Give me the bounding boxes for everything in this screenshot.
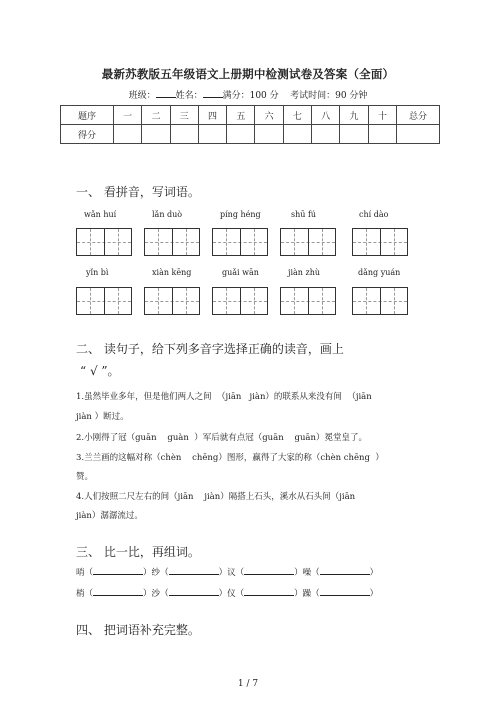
compare-char: 梢 <box>76 589 85 599</box>
table-cell: 得分 <box>61 125 114 144</box>
pinyin-label: xiàn kēng <box>152 268 192 277</box>
sentence-line: 1.虽然毕业多年，但是他们两人之间 （jiān jiàn）的联系从来没有间 （jiān <box>76 392 372 402</box>
section-2-heading-cont: “ √ ”。 <box>80 364 120 378</box>
exam-info <box>0 88 496 101</box>
table-cell: 八 <box>312 106 340 125</box>
writing-grid[interactable] <box>280 287 336 315</box>
compare-row-2: 梢（ ）沙（ ）仪（ ）躁（ ） <box>76 589 379 599</box>
answer-blank[interactable] <box>320 567 370 575</box>
score-label: 满分：100 分 <box>222 91 279 101</box>
sentence-line: 赞。 <box>76 472 94 482</box>
section-2-heading: 二、 读句子，给下列多音字选择正确的读音，画上 <box>76 342 344 356</box>
time-label: 考试时间：90 分钟 <box>290 91 368 101</box>
answer-blank[interactable] <box>244 588 294 596</box>
score-cell[interactable] <box>340 125 368 144</box>
table-cell: 十 <box>368 106 396 125</box>
pinyin-label: jiàn zhù <box>288 268 321 277</box>
answer-blank[interactable] <box>320 588 370 596</box>
pinyin-label: chí dào <box>359 210 389 219</box>
sentence-line: 3.兰兰画的这幅对称（chèn chēng）图形，赢得了大家的称（chèn chēng ） <box>76 453 384 463</box>
table-cell: 九 <box>340 106 368 125</box>
section-1-heading: 一、 看拼音，写词语。 <box>76 185 200 199</box>
pinyin-label: píng héng <box>220 210 261 219</box>
compare-char: 纱 <box>151 568 161 578</box>
compare-char: 噪 <box>302 568 312 578</box>
writing-grid[interactable] <box>212 228 268 256</box>
class-label: 班级： <box>128 91 156 101</box>
score-cell[interactable] <box>368 125 396 144</box>
score-cell[interactable] <box>255 125 283 144</box>
writing-grid[interactable] <box>144 287 200 315</box>
name-blank <box>203 89 223 98</box>
table-cell: 总分 <box>397 106 440 125</box>
score-cell[interactable] <box>198 125 226 144</box>
section-4-heading: 四、 把词语补充完整。 <box>76 623 200 637</box>
writing-grid[interactable] <box>76 287 132 315</box>
table-cell: 题序 <box>61 106 114 125</box>
writing-grid[interactable] <box>352 228 408 256</box>
writing-grid[interactable] <box>144 228 200 256</box>
compare-char: 哨 <box>76 568 85 578</box>
sentence-line: 2.小刚得了冠（guān guàn ）军后就有点冠（guān guān）冕堂皇了。 <box>76 433 367 443</box>
answer-blank[interactable] <box>244 567 294 575</box>
table-cell: 六 <box>255 106 283 125</box>
compare-char: 仪 <box>227 589 236 599</box>
page-number: 1 / 7 <box>237 679 259 689</box>
answer-blank[interactable] <box>93 588 143 596</box>
pinyin-label: guǎi wān <box>222 268 259 277</box>
score-cell[interactable] <box>142 125 170 144</box>
table-cell: 七 <box>283 106 311 125</box>
table-cell: 五 <box>227 106 255 125</box>
sentence-line: 4.人们按照二尺左右的间（jiān jiàn）隔搭上石头，溪水从石头间（jiān <box>76 492 356 502</box>
section-3-heading: 三、 比一比，再组词。 <box>76 545 200 559</box>
score-table-header-row <box>61 106 440 125</box>
sentence-line: jiàn）潺潺流过。 <box>76 511 143 521</box>
writing-grid[interactable] <box>352 287 408 315</box>
answer-blank[interactable] <box>93 567 143 575</box>
sentence-line: jiàn ）断过。 <box>76 412 129 422</box>
compare-char: 议 <box>227 568 236 578</box>
score-table-score-row <box>61 125 440 144</box>
pinyin-label: lǎn duò <box>152 210 183 219</box>
writing-grid[interactable] <box>76 228 132 256</box>
score-cell[interactable] <box>397 125 440 144</box>
compare-char: 沙 <box>151 589 161 599</box>
table-cell: 三 <box>170 106 198 125</box>
score-cell[interactable] <box>227 125 255 144</box>
score-cell[interactable] <box>170 125 198 144</box>
answer-blank[interactable] <box>169 567 219 575</box>
name-label: 姓名： <box>175 91 203 101</box>
class-blank <box>156 89 176 98</box>
score-cell[interactable] <box>283 125 311 144</box>
writing-grid[interactable] <box>280 228 336 256</box>
pinyin-label: yǐn bì <box>86 268 109 277</box>
pinyin-label: shū fú <box>291 210 317 219</box>
score-cell[interactable] <box>312 125 340 144</box>
table-cell: 二 <box>142 106 170 125</box>
score-cell[interactable] <box>114 125 142 144</box>
page-title: 最新苏教版五年级语文上册期中检测试卷及答案（全面） <box>101 67 395 81</box>
score-table <box>60 105 440 144</box>
answer-blank[interactable] <box>169 588 219 596</box>
table-cell: 四 <box>198 106 226 125</box>
pinyin-label: dǎng yuán <box>358 268 401 277</box>
table-cell: 一 <box>114 106 142 125</box>
pinyin-label: wǎn huí <box>84 210 117 219</box>
writing-grid[interactable] <box>212 287 268 315</box>
compare-char: 躁 <box>302 589 312 599</box>
compare-row-1: 哨（ ）纱（ ）议（ ）噪（ ） <box>76 568 379 578</box>
